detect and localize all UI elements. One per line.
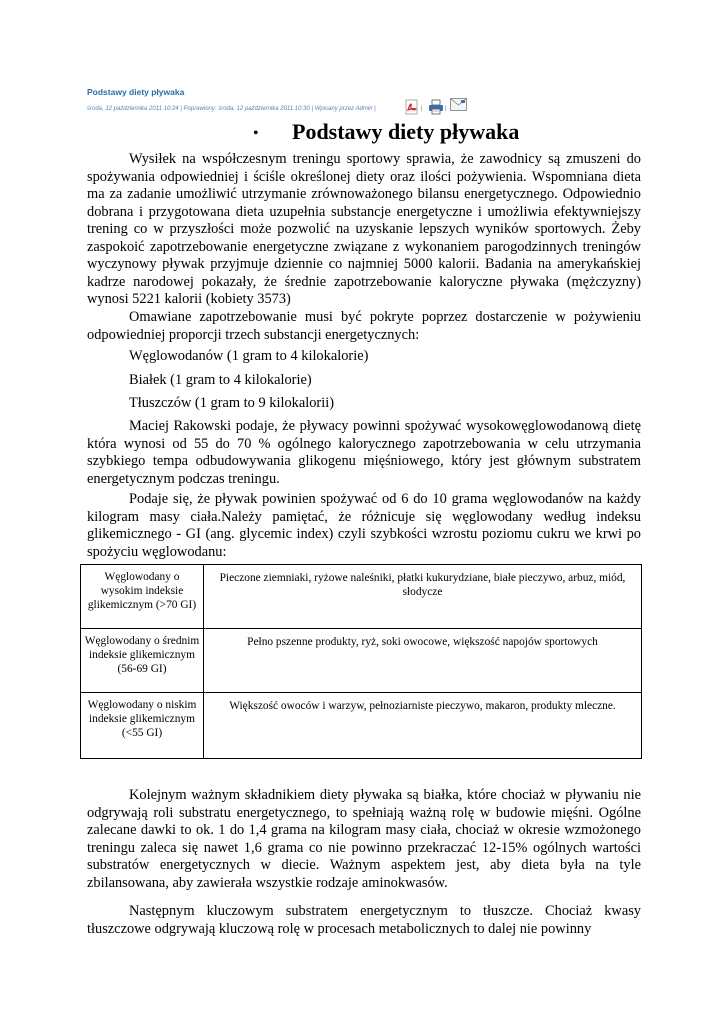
paragraph-glycemic-index: Podaje się, że pływak powinien spożywać od 6 do 10 grama węglowodanów na każdy kilogram masy ciała.Należy pamiętać, że różnicuje się węglowodany według indeksu glikemicznego - GI (ang. glycemic index) czyli szybkości wzrostu poziomu cukru we krwi po spożyciu węglowodanu: <box>87 491 641 560</box>
paragraph-rakowski: Maciej Rakowski podaje, że pływacy powinni spożywać wysokowęglowodanową dietę która wynosi od 55 do 70 % ogólnego kalorycznego zapotrzebowania w celu utrzymania szybkiego tempa odbudowywania glikogenu mięśniowego, który jest głównym substratem energetycznym podczas treningu. <box>87 418 641 487</box>
list-item-fats: Tłuszczów (1 gram to 9 kilokalorii) <box>129 395 335 411</box>
table-row <box>81 565 642 629</box>
paragraph-requirements: Omawiane zapotrzebowanie musi być pokryte poprzez dostarczenie w pożywieniu odpowiedniej proporcji trzech substancji energetycznych: <box>87 309 641 343</box>
email-icon[interactable] <box>450 98 467 111</box>
table-cell-examples: Pełno pszenne produkty, ryż, soki owocowe, większość napojów sportowych <box>204 629 642 693</box>
print-icon[interactable] <box>428 99 444 115</box>
table-row <box>81 629 642 693</box>
paragraph-fats: Następnym kluczowym substratem energetycznym to tłuszcze. Chociaż kwasy tłuszczowe odgrywają kluczową rolę w procesach metabolicznych to dalej nie powinny <box>87 903 641 937</box>
list-item-carbohydrates: Węglowodanów (1 gram to 4 kilokalorie) <box>129 348 369 364</box>
table-cell-category: Węglowodany o niskim indeksie glikemicznym (<55 GI) <box>81 693 204 759</box>
title-bullet: • <box>253 125 259 142</box>
table-row <box>81 693 642 759</box>
page-title: Podstawy diety pływaka <box>292 119 520 144</box>
article-title-link[interactable]: Podstawy diety pływaka <box>87 87 185 97</box>
table-cell-category: Węglowodany o wysokim indeksie glikemicznym (>70 GI) <box>81 565 204 629</box>
meta-separator: | <box>421 106 423 112</box>
article-meta: środa, 12 października 2011 10:24 | Poprawiony: środa, 12 października 2011 10:30 | Wpisany przez Admin | <box>87 106 376 112</box>
table-cell-examples: Pieczone ziemniaki, ryżowe naleśniki, płatki kukurydziane, białe pieczywo, arbuz, miód, słodycze <box>204 565 642 629</box>
glycemic-index-table <box>80 564 642 759</box>
meta-separator: | <box>445 106 447 112</box>
paragraph-intro: Wysiłek na współczesnym treningu sportowy sprawia, że zawodnicy są zmuszeni do spożywania odpowiedniej i ściśle określonej diety oraz ilości pożywienia. Wspomniana dieta ma za zadanie umożliwić utrzymanie zrównoważonego bilansu energetycznego. Odpowiednio dobrana i przygotowana dieta uzupełnia substancje energetyczne i umożliwia efektywniejszy trening co w przyszłości może pozwolić na uzyskanie lepszych wyników sportowych. Żeby zaspokoić zapotrzebowanie energetyczne związane z wykonaniem parogodzinnych treningów wyczynowy pływak przyjmuje dziennie co najmniej 5000 kalorii. Badania na amerykańskiej kadrze narodowej pokazały, że średnie zapotrzebowanie kaloryczne pływaka (mężczyzny) wynosi 5221 kalorii (kobiety 3573) <box>87 151 641 307</box>
table-cell-category: Węglowodany o średnim indeksie glikemicznym (56-69 GI) <box>81 629 204 693</box>
list-item-proteins: Białek (1 gram to 4 kilokalorie) <box>129 372 312 388</box>
paragraph-proteins: Kolejnym ważnym składnikiem diety pływaka są białka, które chociaż w pływaniu nie odgrywają roli substratu energetycznego, to spełniają ważną rolę w budowie mięśni. Ogólne zalecane dawki to ok. 1 do 1,4 grama na kilogram masy ciała, chociaż w okresie wzmożonego treningu zaleca się nawet 1,6 grama co nie powinno przekraczać 12-15% ogólnych wartości substratów energetycznych w diecie. Ważnym aspektem jest, aby dieta była na tyle zbilansowana, aby zawierała wszystkie rodzaje aminokwasów. <box>87 787 641 891</box>
pdf-icon[interactable] <box>404 99 420 115</box>
table-cell-examples: Większość owoców i warzyw, pełnoziarniste pieczywo, makaron, produkty mleczne. <box>204 693 642 759</box>
